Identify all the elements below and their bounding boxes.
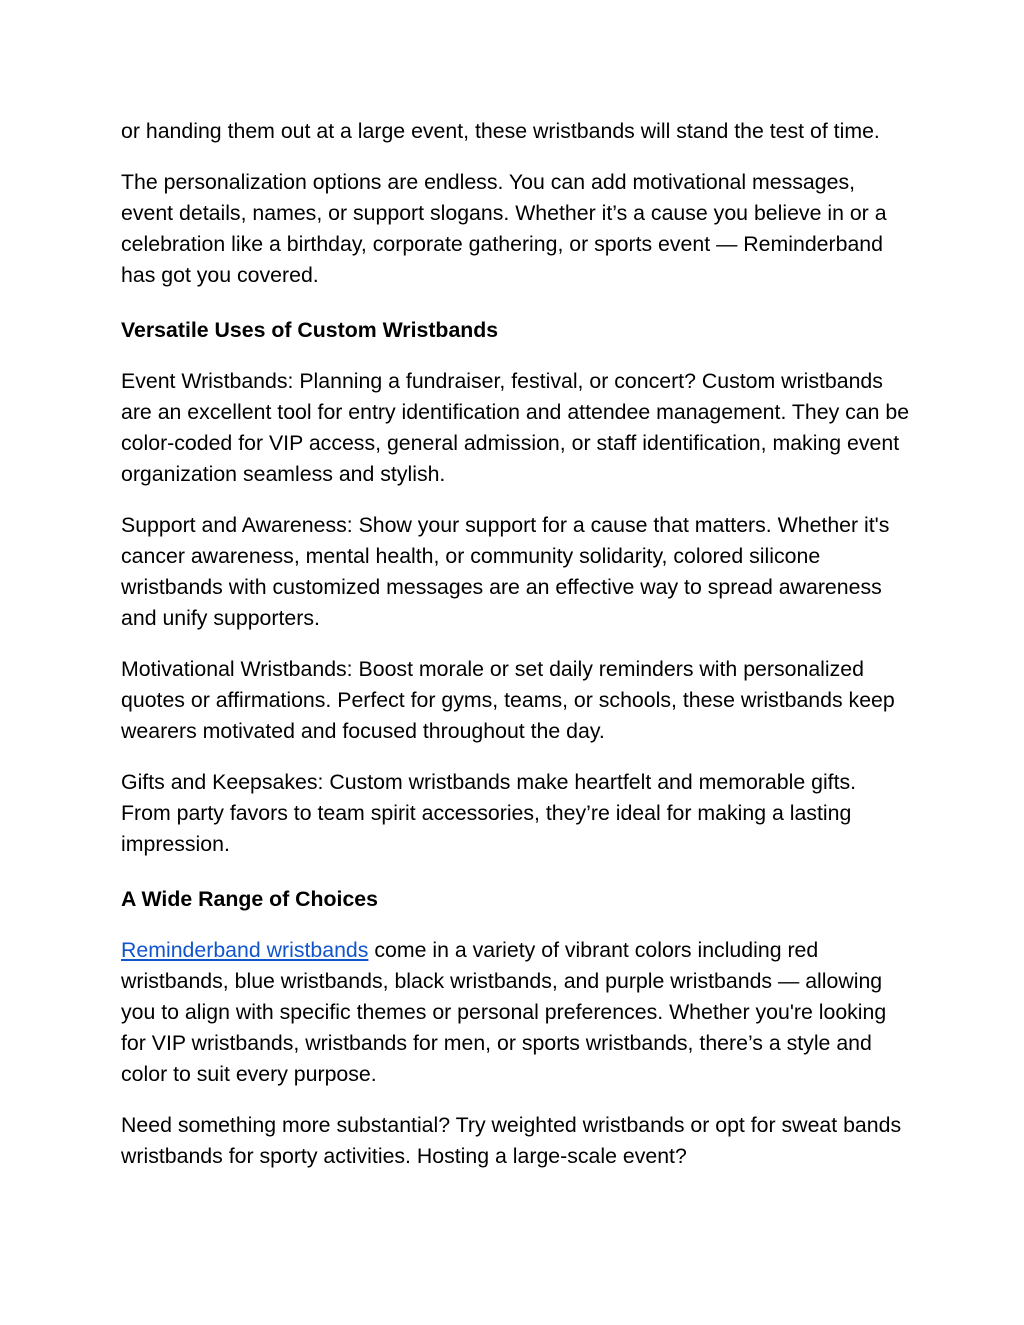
paragraph-range-of-choices	[121, 935, 911, 1090]
paragraph-personalization: The personalization options are endless. You can add motivational messages, event details, names, or support slogans. Whether it’s a cause you believe in or a celebration like a birthday, corporate gathering, or sports event — Reminderband has got you covered.	[121, 170, 887, 287]
heading-wide-range: A Wide Range of Choices	[121, 887, 378, 911]
paragraph-event-wristbands: Event Wristbands: Planning a fundraiser, festival, or concert? Custom wristbands are an excellent tool for entry identification and attendee management. They can be color-coded for VIP access, general admission, or staff identification, making event organization seamless and stylish.	[121, 369, 910, 486]
paragraph-motivational: Motivational Wristbands: Boost morale or set daily reminders with personalized quotes or affirmations. Perfect for gyms, teams, or schools, these wristbands keep wearers motivated and focused throughout the day.	[121, 657, 895, 743]
paragraph-support-awareness: Support and Awareness: Show your support for a cause that matters. Whether it's cancer awareness, mental health, or community solidarity, colored silicone wristbands with customized messages are an effective way to spread awareness and unify supporters.	[121, 513, 890, 630]
reminderband-wristbands-link[interactable]: Reminderband wristbands	[121, 938, 369, 962]
paragraph-range-text: come in a variety of vibrant colors including red wristbands, blue wristbands, black wristbands, and purple wristbands — allowing you to align with specific themes or personal preferences. Whether you're looking for VIP wristbands, wristbands for men, or sports wristbands, there’s a style and color to suit every purpose.	[121, 938, 887, 1086]
document-page	[121, 116, 911, 1192]
paragraph-gifts-keepsakes: Gifts and Keepsakes: Custom wristbands make heartfelt and memorable gifts. From party favors to team spirit accessories, they’re ideal for making a lasting impression.	[121, 770, 857, 856]
paragraph-more-substantial: Need something more substantial? Try weighted wristbands or opt for sweat bands wristbands for sporty activities. Hosting a large-scale event?	[121, 1113, 902, 1168]
paragraph-durability: or handing them out at a large event, these wristbands will stand the test of time.	[121, 119, 880, 143]
heading-versatile-uses: Versatile Uses of Custom Wristbands	[121, 318, 499, 342]
